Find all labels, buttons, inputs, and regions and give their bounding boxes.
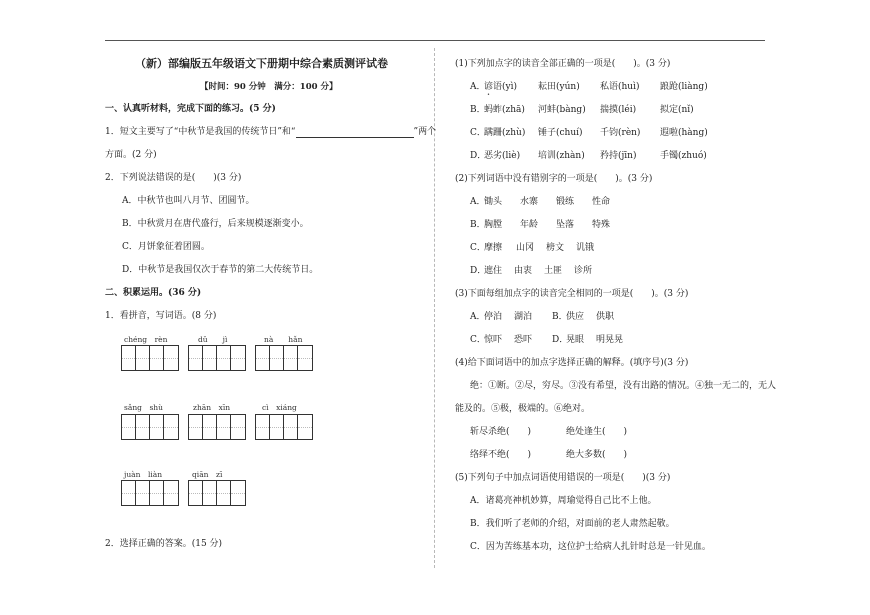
option-word: 榜文: [546, 243, 565, 253]
option-label: B．: [552, 312, 568, 322]
r-q2-option-a: A． 锄头 水寨 锻练 性命: [470, 197, 611, 207]
option-word: 胸膛: [484, 220, 503, 230]
pinyin-label: chéng rèn: [124, 335, 168, 344]
option-word: 供职: [596, 312, 615, 322]
pinyin-label: dǔ jì: [198, 335, 228, 344]
s1-q2-option-b: B．中秋赏月在唐代盛行，后来规模逐渐变小。: [122, 219, 309, 229]
s1-q1: 1．短文主要写了“中秋节是我国的传统节日”和“ ”两个: [105, 127, 437, 137]
r-q2-option-b: B． 胸膛 年龄 坠落 特殊: [470, 220, 611, 230]
option-word: 锻练: [556, 197, 575, 207]
r-q4: (4)给下面词语中的加点字选择正确的解释。(填序号)(3 分): [455, 358, 689, 368]
r-q4-definitions-1: 绝：①断。②尽，穷尽。③没有希望，没有出路的情况。④独一无二的，无人: [470, 381, 777, 391]
option-word: 千钧(rèn): [600, 128, 641, 138]
option-word: 拟定(nǐ): [660, 105, 694, 115]
option-word: 性命: [592, 197, 611, 207]
r-q4-item: 络绎不绝( ): [470, 450, 532, 460]
r-q2-option-d: D． 遮住 由衷 土匪 诊所: [470, 266, 593, 276]
option-word: 揣摸(léi): [600, 105, 637, 115]
s1-q2-option-a: A．中秋节也叫八月节、团圆节。: [122, 196, 255, 206]
option-word: 供应: [566, 312, 585, 322]
option-word: 坠落: [556, 220, 575, 230]
r-q3: (3)下面每组加点字的读音完全相同的一项是( )。(3 分): [455, 289, 689, 299]
option-word: 特殊: [592, 220, 611, 230]
section2-heading: 二、积累运用。(36 分): [105, 288, 202, 298]
s2-q2: 2．选择正确的答案。(15 分): [105, 539, 223, 549]
option-word: 惊吓: [484, 335, 503, 345]
option-word: 讥锇: [576, 243, 595, 253]
r-q1-option-a: A． 谚语(yì) 耘田(yún) 私语(huì) 踉跄(liàng): [470, 81, 486, 93]
writing-grid[interactable]: [121, 414, 179, 440]
r-q3-row-1: A． 停泊 湖泊 B． 供应 供职: [470, 312, 615, 322]
pinyin-label: sǎng shù: [124, 403, 163, 412]
option-word: 蚂蚱(zhā): [484, 105, 525, 115]
pinyin-label: juàn liàn: [124, 470, 163, 479]
option-word: 湖泊: [514, 312, 533, 322]
r-q5-option-a: A．诸葛亮神机妙算，周瑜觉得自己比不上他。: [470, 496, 657, 506]
option-word: 由衷: [514, 266, 533, 276]
pinyin-label: zhān xīn: [193, 403, 231, 412]
section1-heading: 一、认真听材料，完成下面的练习。(5 分): [105, 104, 276, 114]
writing-grid[interactable]: [121, 345, 179, 371]
top-rule: [105, 40, 765, 41]
option-word: 土匪: [544, 266, 563, 276]
r-q4-item: 绝大多数( ): [566, 450, 628, 460]
writing-grid[interactable]: [255, 414, 313, 440]
option-word: 年龄: [520, 220, 539, 230]
option-word: 培训(zhàn): [538, 151, 585, 161]
option-word: 恶劣(liè): [484, 151, 521, 161]
option-word: 停泊: [484, 312, 503, 322]
r-q5: (5)下列句子中加点词语使用错误的一项是( )(3 分): [455, 473, 671, 483]
option-word: 矜持(jīn): [600, 151, 637, 161]
r-q2: (2)下列词语中没有错别字的一项是( )。(3 分): [455, 174, 653, 184]
option-word: 手镯(zhuó): [660, 151, 707, 161]
r-q4-definitions-2: 能及的。⑤极，极端的。⑥绝对。: [455, 404, 591, 414]
pinyin-label: nà hǎn: [264, 335, 303, 344]
pinyin-label: cì xiáng: [262, 403, 297, 412]
option-word: 遐啦(hàng): [660, 128, 708, 138]
r-q4-item: 斩尽杀绝( ): [470, 427, 532, 437]
option-word: 踉跄(liàng): [660, 82, 708, 92]
r-q5-option-b: B．我们听了老师的介绍，对面前的老人肃然起敬。: [470, 519, 675, 529]
r-q5-option-c: C．因为苦练基本功，这位护士给病人扎针时总是一针见血。: [470, 542, 711, 552]
time-info: 【时间：90 分钟 满分：100 分】: [200, 82, 338, 92]
option-word: 诊所: [574, 266, 593, 276]
option-label: D．: [552, 335, 569, 345]
option-word: 锤子(chuí): [538, 128, 583, 138]
s1-q1-cont: 方面。(2 分): [105, 150, 157, 160]
option-word: 谚语(yì): [484, 82, 518, 92]
writing-grid[interactable]: [255, 345, 313, 371]
writing-grid[interactable]: [188, 345, 246, 371]
writing-grid[interactable]: [188, 480, 246, 506]
option-word: 摩擦: [484, 243, 503, 253]
r-q2-option-c: C． 摩擦 山冈 榜文 讥锇: [470, 243, 595, 253]
option-word: 蹒跚(zhù): [484, 128, 526, 138]
r-q1-option-b: B． 蚂蚱(zhā) 河蚌(bàng) 揣摸(léi) 拟定(nǐ): [470, 105, 694, 115]
option-word: 恐吓: [514, 335, 533, 345]
option-word: 水寨: [520, 197, 539, 207]
writing-grid[interactable]: [121, 480, 179, 506]
writing-grid[interactable]: [188, 414, 246, 440]
option-word: 私语(huì): [600, 82, 640, 92]
r-q4-item: 绝处逢生( ): [566, 427, 628, 437]
answer-blank[interactable]: [296, 127, 414, 138]
option-word: 耘田(yún): [538, 82, 580, 92]
r-q1-option-d: D． 恶劣(liè) 培训(zhàn) 矜持(jīn) 手镯(zhuó): [470, 151, 707, 161]
s1-q2-option-c: C．月饼象征着团圆。: [122, 242, 210, 252]
option-word: 晃眼: [566, 335, 585, 345]
option-word: 锄头: [484, 197, 503, 207]
r-q1: (1)下列加点字的读音全部正确的一项是( )。(3 分): [455, 59, 671, 69]
r-q3-row-2: C． 惊吓 恐吓 D． 晃眼 明晃晃: [470, 335, 624, 345]
r-q1-option-c: C． 蹒跚(zhù) 锤子(chuí) 千钧(rèn) 遐啦(hàng): [470, 128, 708, 138]
option-word: 山冈: [516, 243, 535, 253]
pinyin-label: qiān zī: [192, 470, 223, 479]
option-word: 遮住: [484, 266, 503, 276]
s1-q2: 2．下列说法错误的是( )(3 分): [105, 173, 242, 183]
s2-q1: 1．看拼音，写词语。(8 分): [105, 311, 217, 321]
s1-q2-option-d: D．中秋节是我国仅次于春节的第二大传统节日。: [122, 265, 319, 275]
option-word: 明晃晃: [596, 335, 624, 345]
option-word: 河蚌(bàng): [538, 105, 586, 115]
exam-title: （新）部编版五年级语文下册期中综合素质测评试卷: [135, 57, 388, 70]
